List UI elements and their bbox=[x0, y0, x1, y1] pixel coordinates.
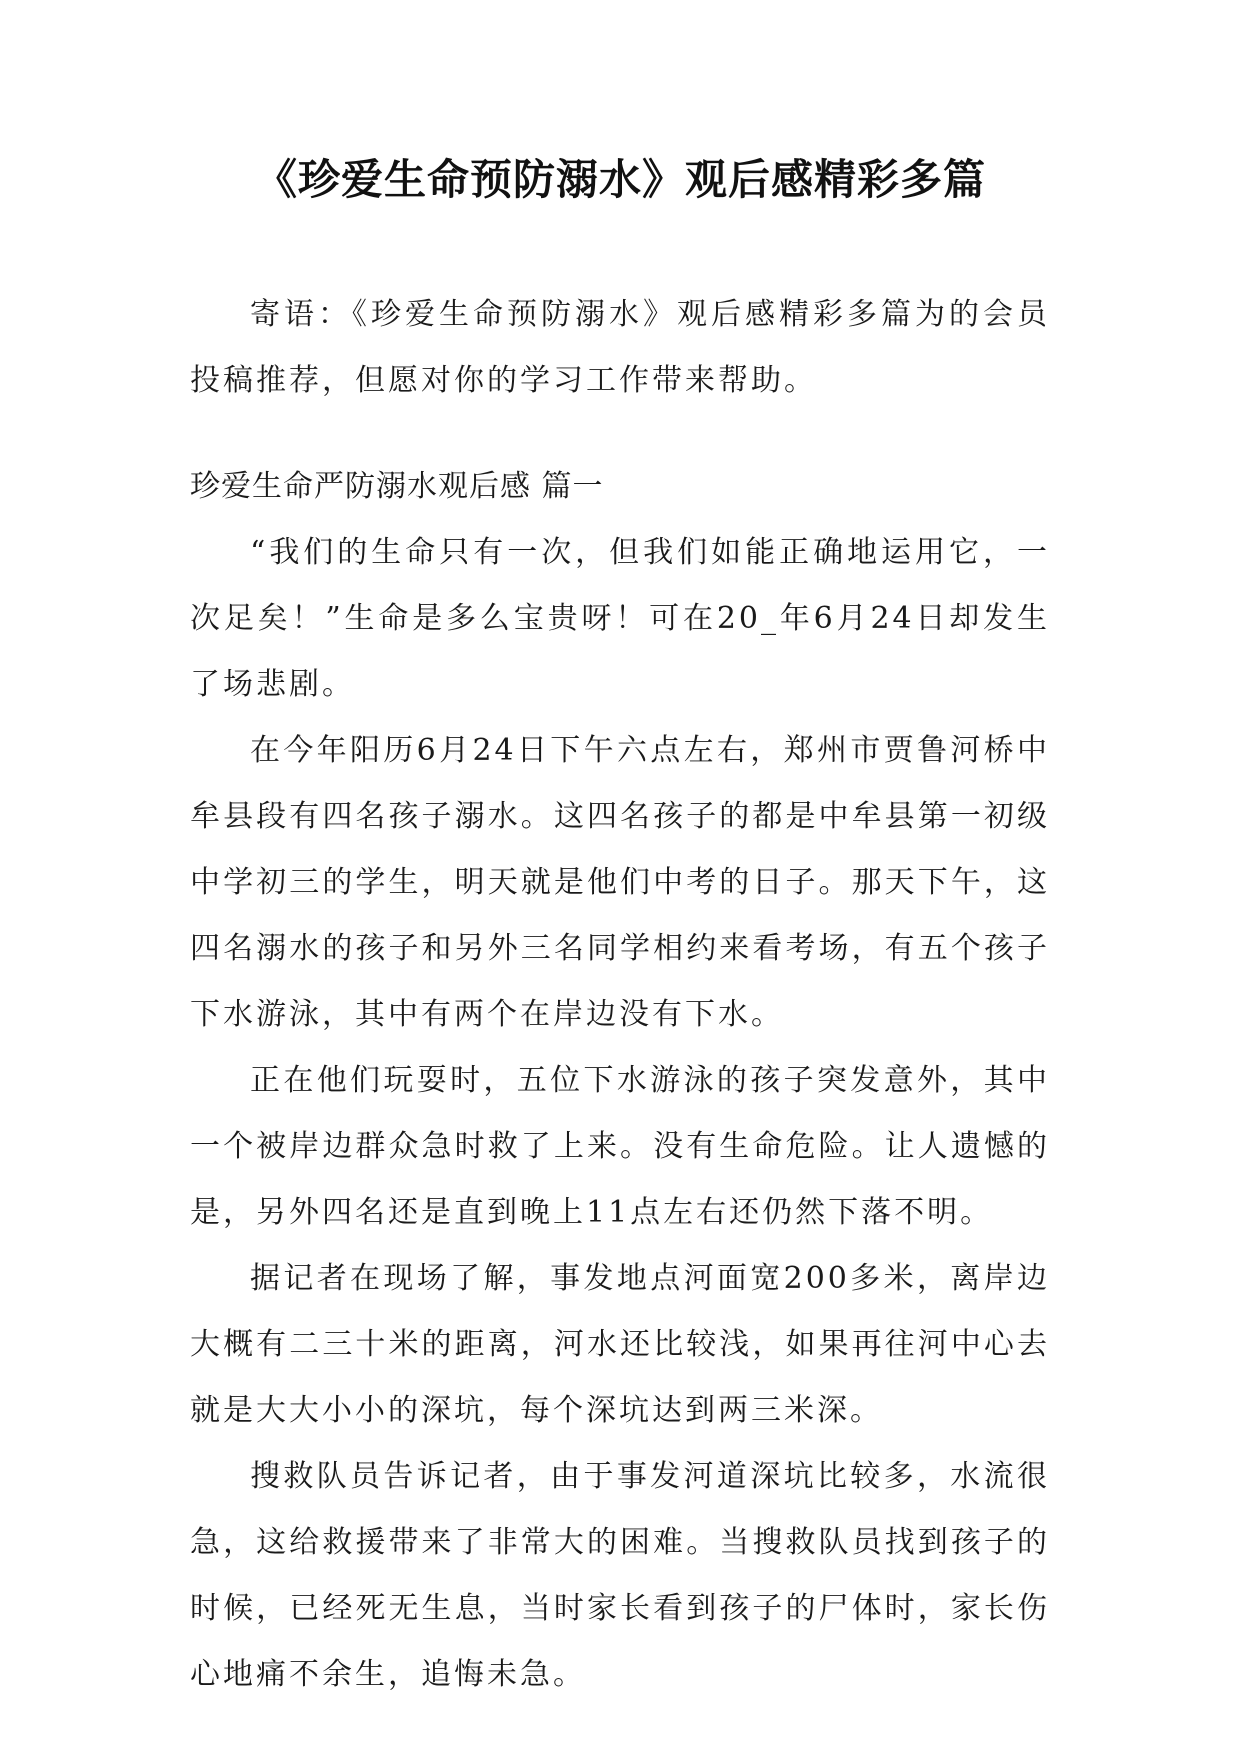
intro-block bbox=[190, 282, 1050, 414]
paragraph-5: 搜救队员告诉记者，由于事发河道深坑比较多，水流很急，这给救援带来了非常大的困难。当搜救队员找到孩子的时候，已经死无生息，当时家长看到孩子的尸体时，家长伤心地痛不余生，追悔未急。 bbox=[190, 1459, 1050, 1692]
section-heading: 珍爱生命严防溺水观后感 篇一 bbox=[190, 469, 604, 504]
paragraph-3: 正在他们玩耍时，五位下水游泳的孩子突发意外，其中一个被岸边群众急时救了上来。没有生命危险。让人遗憾的是，另外四名还是直到晚上11点左右还仍然下落不明。 bbox=[190, 1063, 1050, 1230]
document-title: 《珍爱生命预防溺水》观后感精彩多篇 bbox=[254, 155, 986, 204]
intro-paragraph: 寄语：《珍爱生命预防溺水》观后感精彩多篇为的会员投稿推荐，但愿对你的学习工作带来帮助。 bbox=[190, 297, 1050, 398]
paragraph-1: “我们的生命只有一次，但我们如能正确地运用它，一次足矣！”生命是多么宝贵呀！可在20_年6月24日却发生了场悲剧。 bbox=[190, 535, 1050, 702]
paragraph-4: 据记者在现场了解，事发地点河面宽200多米，离岸边大概有二三十米的距离，河水还比较浅，如果再往河中心去就是大大小小的深坑，每个深坑达到两三米深。 bbox=[190, 1261, 1050, 1428]
article-body bbox=[190, 454, 1050, 1708]
paragraph-2: 在今年阳历6月24日下午六点左右，郑州市贾鲁河桥中牟县段有四名孩子溺水。这四名孩子的都是中牟县第一初级中学初三的学生，明天就是他们中考的日子。那天下午，这四名溺水的孩子和另外三名同学相约来看考场，有五个孩子下水游泳，其中有两个在岸边没有下水。 bbox=[190, 733, 1050, 1032]
